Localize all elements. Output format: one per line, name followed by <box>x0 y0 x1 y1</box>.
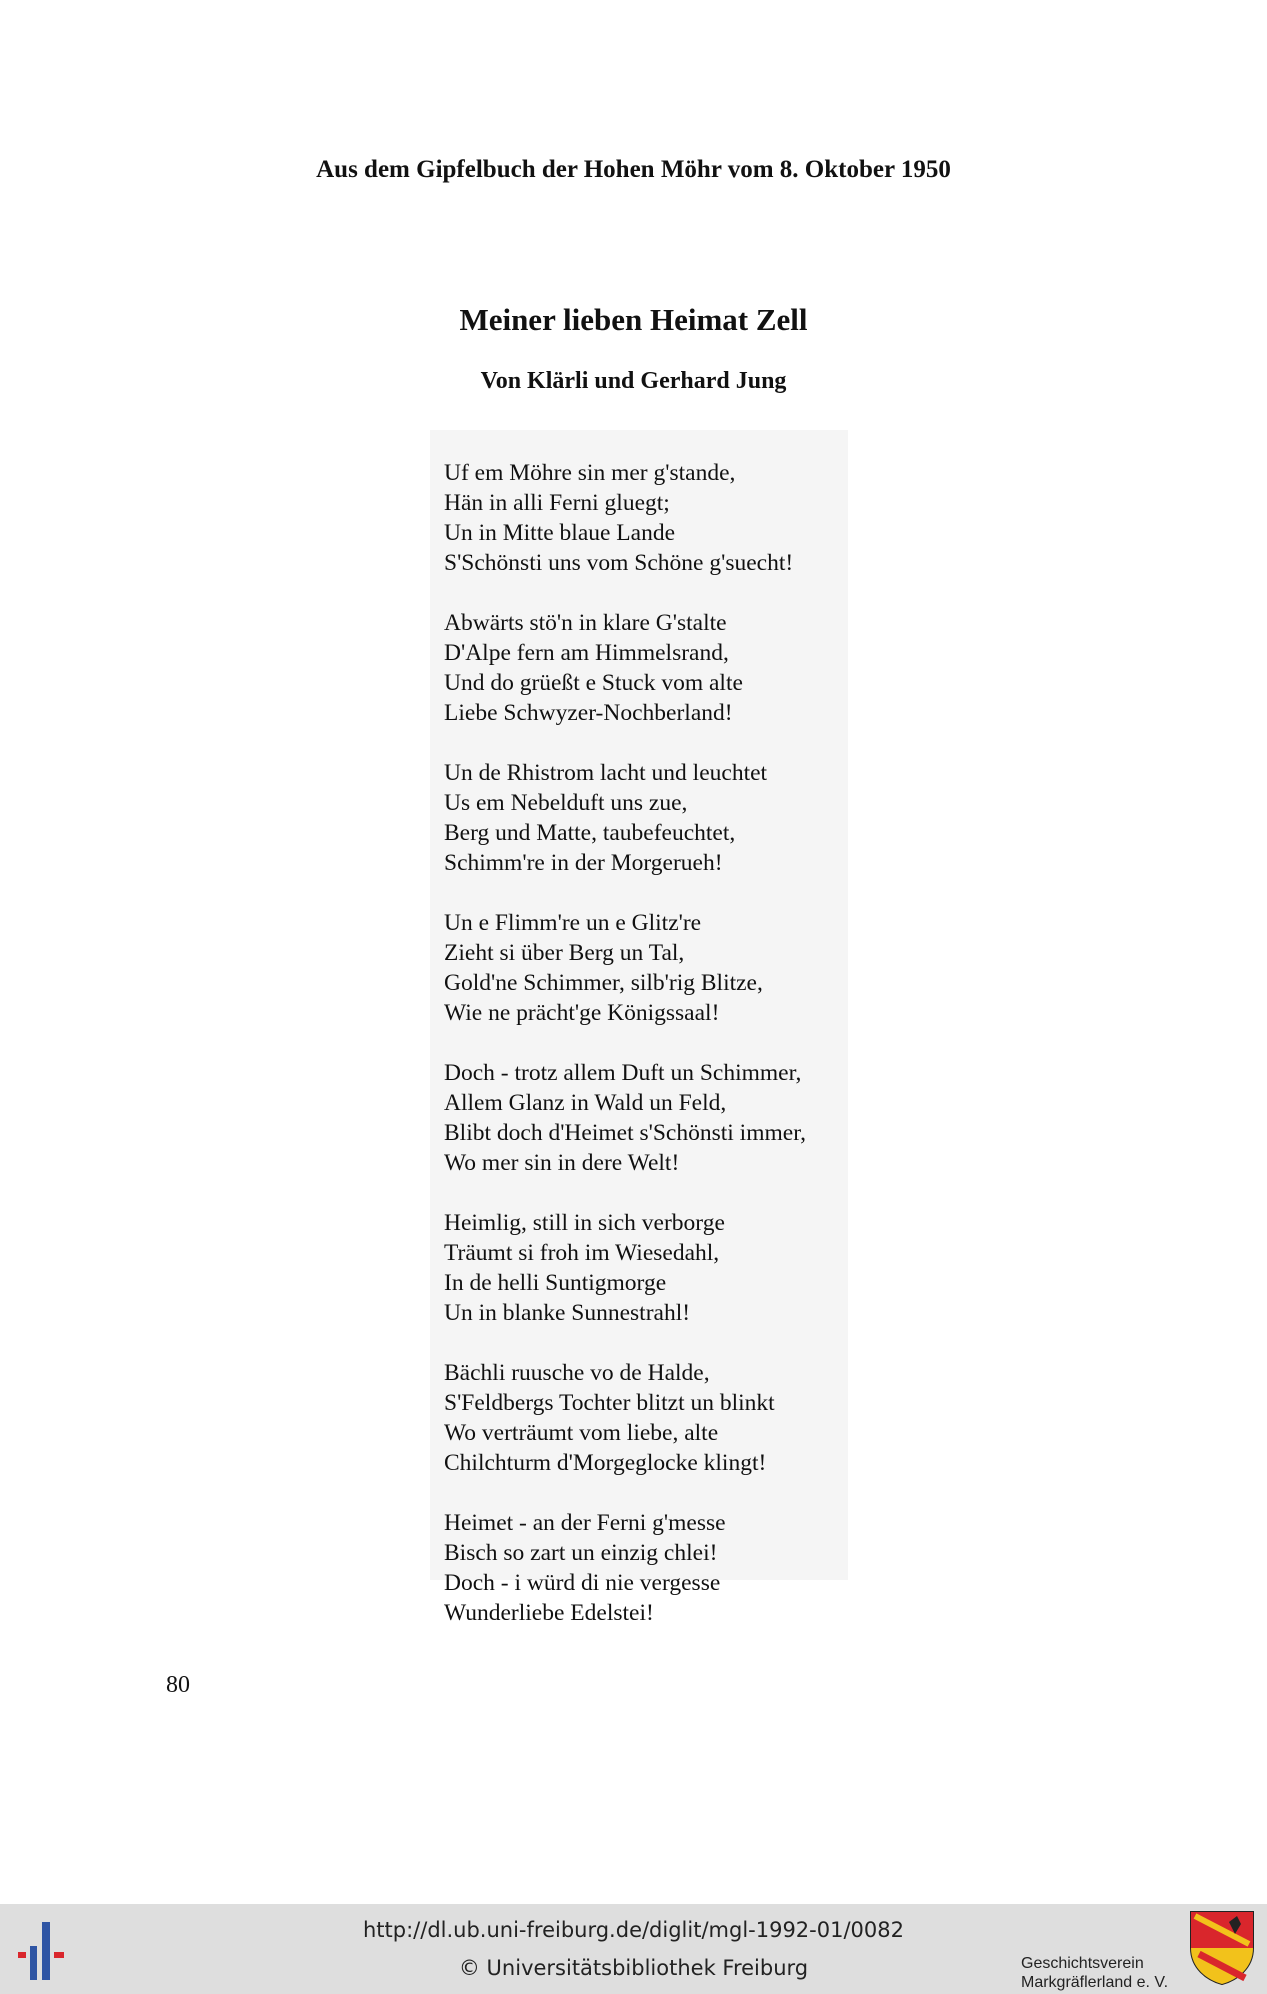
footer-bar <box>0 1904 1267 1994</box>
poem-line: S'Feldbergs Tochter blitzt un blinkt <box>444 1390 775 1416</box>
poem-stanza <box>444 1358 864 1478</box>
poem-line: Heimet - an der Ferni g'messe <box>444 1510 726 1536</box>
poem-line: Schimm're in der Morgerueh! <box>444 850 723 876</box>
poem-stanza <box>444 458 864 578</box>
poem-body <box>444 458 864 1658</box>
page-number: 80 <box>166 1672 190 1698</box>
poem-line: Doch - i würd di nie vergesse <box>444 1570 721 1596</box>
poem-line: Wo verträumt vom liebe, alte <box>444 1420 719 1446</box>
poem-line: Hän in alli Ferni gluegt; <box>444 490 670 516</box>
poem-line: Allem Glanz in Wald un Feld, <box>444 1090 727 1116</box>
poem-line: Träumt si froh im Wiesedahl, <box>444 1240 720 1266</box>
poem-stanza <box>444 1208 864 1328</box>
poem-line: Un in blanke Sunnestrahl! <box>444 1300 691 1326</box>
poem-stanza <box>444 758 864 878</box>
society-name <box>1021 1954 1168 1992</box>
poem-line: Doch - trotz allem Duft un Schimmer, <box>444 1060 802 1086</box>
page-header: Aus dem Gipfelbuch der Hohen Möhr vom 8. Oktober 1950 <box>316 156 951 183</box>
poem-line: Uf em Möhre sin mer g'stande, <box>444 460 736 486</box>
poem-line: Wunderliebe Edelstei! <box>444 1600 654 1626</box>
poem-line: Wo mer sin in dere Welt! <box>444 1150 680 1176</box>
poem-stanza <box>444 608 864 728</box>
poem-line: Zieht si über Berg un Tal, <box>444 940 685 966</box>
poem-stanza <box>444 1508 864 1628</box>
footer-url-link[interactable]: http://dl.ub.uni-freiburg.de/diglit/mgl-1992-01/0082 <box>362 1918 904 1942</box>
poem-line: Wie ne prächt'ge Königssaal! <box>444 1000 720 1026</box>
society-name-line2: Markgräflerland e. V. <box>1021 1974 1169 1991</box>
poem-stanza <box>444 908 864 1028</box>
poem-line: Bächli ruusche vo de Halde, <box>444 1360 710 1386</box>
poem-author: Von Klärli und Gerhard Jung <box>480 368 787 394</box>
poem-line: Us em Nebelduft uns zue, <box>444 790 688 816</box>
coat-of-arms-icon[interactable] <box>1189 1910 1255 1986</box>
poem-line: Heimlig, still in sich verborge <box>444 1210 725 1236</box>
poem-line: S'Schönsti uns vom Schöne g'suecht! <box>444 550 794 576</box>
poem-line: Liebe Schwyzer-Nochberland! <box>444 700 733 726</box>
footer-copyright: © Universitätsbibliothek Freiburg <box>458 1956 809 1980</box>
poem-title: Meiner lieben Heimat Zell <box>459 302 808 337</box>
poem-line: Un de Rhistrom lacht und leuchtet <box>444 760 768 786</box>
poem-line: Berg und Matte, taubefeuchtet, <box>444 820 736 846</box>
poem-line: Blibt doch d'Heimet s'Schönsti immer, <box>444 1120 806 1146</box>
poem-line: Un in Mitte blaue Lande <box>444 520 676 546</box>
poem-line: Abwärts stö'n in klare G'stalte <box>444 610 727 636</box>
poem-stanza <box>444 1058 864 1178</box>
poem-line: Und do grüeßt e Stuck vom alte <box>444 670 743 696</box>
society-name-line1: Geschichtsverein <box>1021 1955 1144 1972</box>
poem-line: Un e Flimm're un e Glitz're <box>444 910 702 936</box>
poem-line: Gold'ne Schimmer, silb'rig Blitze, <box>444 970 763 996</box>
poem-line: In de helli Suntigmorge <box>444 1270 667 1296</box>
poem-line: Chilchturm d'Morgeglocke klingt! <box>444 1450 767 1476</box>
poem-line: D'Alpe fern am Himmelsrand, <box>444 640 729 666</box>
poem-line: Bisch so zart un einzig chlei! <box>444 1540 718 1566</box>
